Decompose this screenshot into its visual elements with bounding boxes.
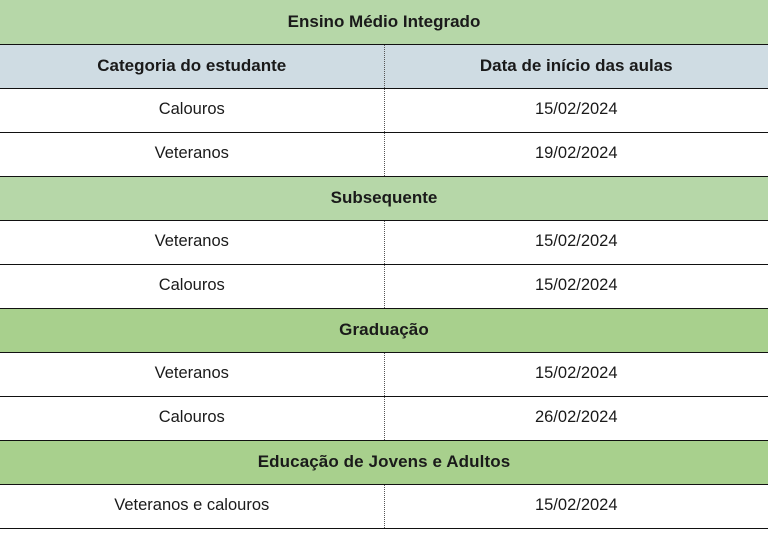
cell-category: Veteranos e calouros	[0, 484, 384, 528]
cell-date: 15/02/2024	[384, 484, 768, 528]
section-header-label: Graduação	[0, 308, 768, 352]
table-row	[0, 132, 768, 176]
column-header-date: Data de início das aulas	[384, 44, 768, 88]
section-header-label: Ensino Médio Integrado	[0, 0, 768, 44]
table-row	[0, 220, 768, 264]
cell-category: Veteranos	[0, 352, 384, 396]
cell-date: 15/02/2024	[384, 220, 768, 264]
cell-date: 15/02/2024	[384, 88, 768, 132]
table-row	[0, 264, 768, 308]
table-row	[0, 396, 768, 440]
cell-date: 15/02/2024	[384, 352, 768, 396]
section-header-row	[0, 176, 768, 220]
cell-date: 19/02/2024	[384, 132, 768, 176]
column-header-row	[0, 44, 768, 88]
section-header-row	[0, 440, 768, 484]
cell-category: Veteranos	[0, 132, 384, 176]
table-row	[0, 484, 768, 528]
column-header-category: Categoria do estudante	[0, 44, 384, 88]
cell-category: Calouros	[0, 88, 384, 132]
cell-date: 26/02/2024	[384, 396, 768, 440]
table-row	[0, 88, 768, 132]
section-header-row	[0, 0, 768, 44]
section-header-label: Subsequente	[0, 176, 768, 220]
cell-category: Calouros	[0, 396, 384, 440]
section-header-row	[0, 308, 768, 352]
section-header-label: Educação de Jovens e Adultos	[0, 440, 768, 484]
cell-category: Veteranos	[0, 220, 384, 264]
cell-category: Calouros	[0, 264, 384, 308]
cell-date: 15/02/2024	[384, 264, 768, 308]
table-row	[0, 352, 768, 396]
